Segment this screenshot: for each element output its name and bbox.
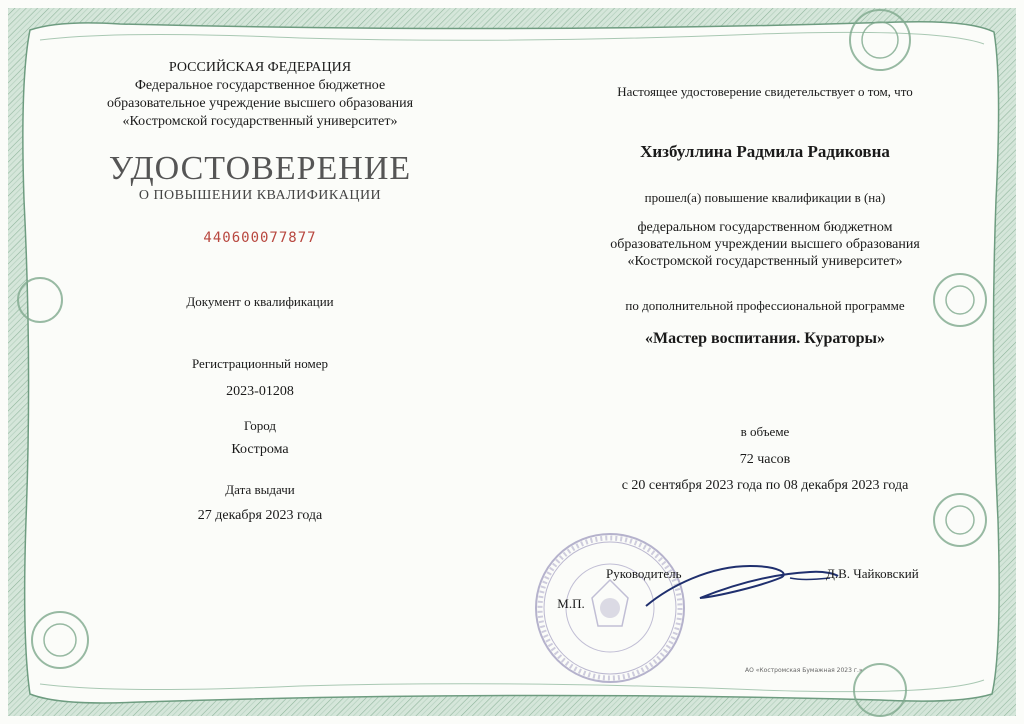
volume-label: в объеме [740,424,790,439]
reg-number-value: 2023-01208 [226,384,294,399]
program-name: «Мастер воспитания. Кураторы» [644,330,885,347]
recipient-name: Хизбуллина Радмила Радиковна [640,142,890,161]
head-label: Руководитель [606,566,682,581]
printer-note: АО «Костромская Бумажная 2023 г.» [745,667,863,674]
document-title: УДОСТОВЕРЕНИЕ [108,150,412,187]
intro-text: Настоящее удостоверение свидетельствует о том, что [617,84,913,99]
org-line-2: образовательном учреждении высшего образования [610,237,920,252]
study-period: с 20 сентября 2023 года по 08 декабря 2023 года [621,478,909,493]
passed-text: прошел(а) повышение квалификации в (на) [644,190,886,205]
city-value: Кострома [231,442,289,457]
head-name: Д.В. Чайковский [826,566,919,581]
issue-date-label: Дата выдачи [225,482,295,497]
stamp-label: М.П. [557,596,585,611]
institution-line-3: «Костромской государственный университет» [122,114,398,129]
doc-type-label: Документ о квалификации [186,294,334,309]
reg-number-label: Регистрационный номер [192,356,328,371]
institution-line-1: Федеральное государственное бюджетное [134,78,386,93]
serial-number: 440600077877 [203,230,317,246]
org-line-3: «Костромской государственный университет» [627,254,903,269]
issue-date-value: 27 декабря 2023 года [197,508,323,523]
signature-icon [640,556,840,616]
document-subtitle: О ПОВЫШЕНИИ КВАЛИФИКАЦИИ [138,188,382,203]
program-label: по дополнительной профессиональной программе [625,298,905,313]
institution-line-2: образовательное учреждение высшего образования [106,96,414,111]
hours-value: 72 часов [739,452,791,467]
org-line-1: федеральном государственном бюджетном [637,220,893,235]
country-name: РОССИЙСКАЯ ФЕДЕРАЦИЯ [168,60,352,75]
city-label: Город [243,418,277,433]
